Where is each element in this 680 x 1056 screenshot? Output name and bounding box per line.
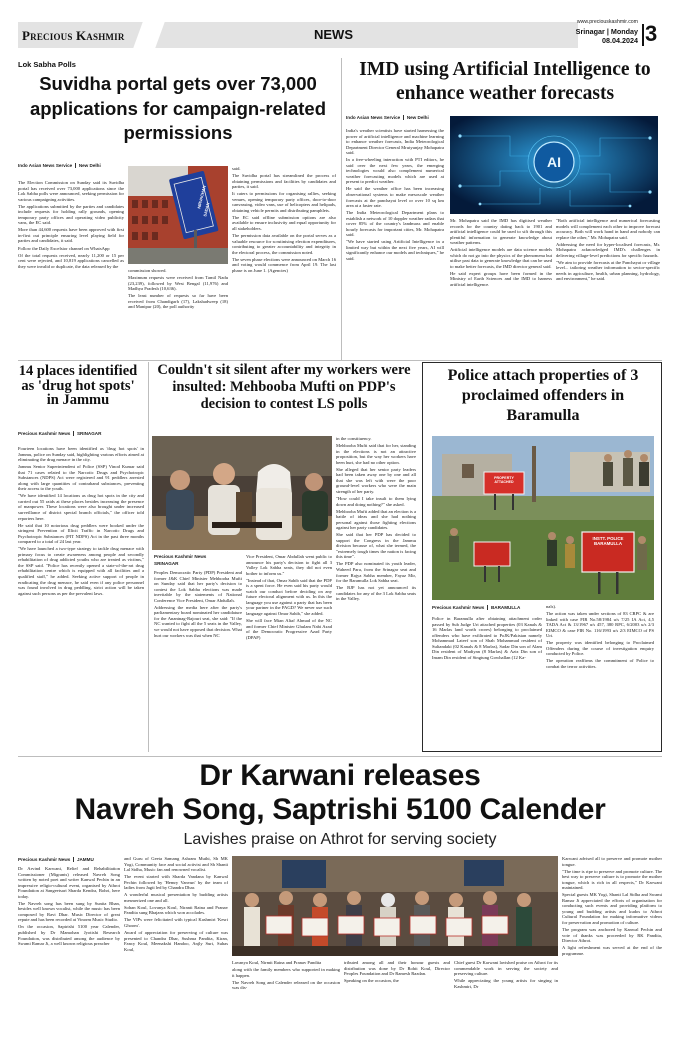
paragraph: Speaking on the occasion, the <box>344 978 399 984</box>
byline <box>432 604 544 612</box>
byline-source: Indo Asian News Service <box>18 163 73 168</box>
paragraph: The action was taken under sections of 83 CRPC & are linked with case FIR No.58/1984 u/s 7/25 IA Act, 4,5 TADA Act & 13/1967 u/s 457, 380 RPC, 6/2003 u/s 2/3 EIMCO & case FIR No. 116/1993 u/s 2/3 EIMCO of PS Uri. <box>546 611 654 639</box>
byline-place: JAMMU <box>76 857 94 862</box>
headline-drug[interactable]: 14 places identified as 'drug hot spots' in Jammu <box>18 364 138 408</box>
paragraph: On the occasion, Saptrishi 5100 year Calender, published by Dr Mamohan Jyotishi Research Foundation, was distributed among the audience by Swami Ramar Ji, a well known religious preacher <box>18 924 120 947</box>
ai-label: AI <box>547 154 561 170</box>
paragraph: The permission data available on the portal serves as a valuable resource for scrutinising election expenditures, contributing to greater accountability and integrity in the electoral process, the commission noted. <box>232 233 336 255</box>
police-col-2 <box>546 604 654 748</box>
byline-place: New Delhi <box>78 163 101 168</box>
suvidha-col-1 <box>18 180 124 360</box>
byline <box>18 856 138 864</box>
paragraph: Dr Arvind Karwani, Relief and Rehabilitation Commissioner (Migrants) released Navreh Song written by noted poet and writer Kanwal Pechin in an impressive religio-cultural event, organised by Athrot Foundation at Sangeetsari Sharda Kendra, Bohri, here today. <box>18 866 120 899</box>
paragraph: She alleged that her senior party leaders had been taken away one by one and all that she was left with were the poor ground-level workers who were the main strength of her party. <box>336 466 416 494</box>
paragraph: She will face Mian Altaf Ahmad of the NC and former Chief Minister Ghulam Nabi Azad of the Democratic Progressive Azad Party (DPAP) <box>246 618 332 640</box>
byline-source: Indo Asian News Service <box>346 115 401 120</box>
section-label: NEWS <box>314 27 353 42</box>
karwani-col-3 <box>232 960 340 1038</box>
imd-col-1 <box>346 128 444 356</box>
paragraph: She said that her PDP has decided to support the Congress in the Jammu division because of, what she termed, the "extremely tough times the nation is facing this time". <box>336 532 416 560</box>
photo-property-attach <box>432 436 654 600</box>
sign-text-1: NIRVACHAN <box>196 184 207 210</box>
press-conference-image <box>152 436 332 550</box>
website[interactable]: www.preciouskashmir.com <box>576 19 638 25</box>
headline-mehbooba[interactable]: Couldn't sit silent after my workers were insulted: Mehbooba Mufti on PDP's decision to contest LS polls <box>157 362 411 412</box>
paragraph: Artificial intelligence models are data science models which do not go into the physics of the phenomena but utilise past data to generate knowledge that can be used to make better forecasts, the IMD director general said. <box>450 247 552 269</box>
paragraph: In a free-wheeling interaction with PTI editors, he said over the next few years, the emerging technologies would also complement numerical weather forecasting models which are used at present to predict weather. <box>346 157 444 185</box>
paragraph: The Suvidha portal has streamlined the process of obtaining permissions and facilities by candidates and parties, it said. <box>232 173 336 190</box>
imd-col-2 <box>450 218 552 356</box>
headline-suvidha[interactable]: Suvidha portal gets over 73,000 applications for campaign-related permissions <box>29 73 327 143</box>
paragraph: The Election Commission on Sunday said its Suvidha portal has received over 73,000 applications since the Lok Sabha polls were announced, seeking permission for various campaigning activities. <box>18 180 124 202</box>
nirvachan-sadan-image <box>128 166 228 264</box>
paragraph: Follow the Daily Excelsior channel on WhatsApp <box>18 245 110 251</box>
mehbooba-col-1 <box>154 570 242 752</box>
paragraph: The India Meteorological Department plans to establish a network of 10 doppler weather radars that cover 85% of the country's landmass and enable hourly forecasts for important cities, Mr. Mohapatra said. <box>346 210 444 238</box>
paragraph: "We have launched a two-type strategy to tackle drug menace with primary focus to create awareness among people and secondly rehabilitation of drug addicted youths who are treated as victims," the SSP said. "Police has recently opened a state-of-the-art drug rehabilitation centre which is equipped with all facilities and a qualified staff," he added. Seeking active support of people in eradicating the drug menace, he said even if any police personnel was found involved in drug peddling, strict action will be taken against such persons as per the prevalent laws. <box>18 546 144 596</box>
paragraph: The Navreh Song and Calender released on the occasion was dis- <box>232 979 340 991</box>
paragraph: It caters to permissions for organising rallies, seeking venues, opening temporary party offices, door-to-door canvassing, video vans, use of helicopters and helipads, obtaining vehicle permits and distributing pamphlets. <box>232 191 336 213</box>
police-col-1 <box>432 616 542 748</box>
photo-nirvachan-sadan <box>128 166 228 264</box>
paragraph: tributed among all and their honour guests and distribution was done by Dr Rohit Koul, Director Peoples Foundation and Dr Ramesh Razdan. <box>344 960 450 977</box>
paragraph: More than 44,600 requests have been approved with first in-first out principle ensuring level playing field for parties and candidates, it said. <box>18 227 124 244</box>
paragraph: Mr. Mohapatra said the IMD has digitised weather records for the country dating back to 1901 and artificial intelligence could be used to sift through this plentiful information to generate knowledge about weather patterns. <box>450 218 552 246</box>
headline-imd[interactable]: IMD using Artificial Intelligence to enhance weather forecasts <box>359 59 651 104</box>
paragraph: The BJP has not yet announced its candidates for any of the 3 Lok Sabha seats in the Valley. <box>336 585 416 602</box>
mehbooba-col-3 <box>336 436 416 752</box>
page-number: 3 <box>645 21 658 46</box>
column-rule <box>341 58 342 360</box>
paragraph: "How could I take insult to them lying down and doing nothing?" she asked. <box>336 495 416 507</box>
byline-place: SRINAGAR <box>76 431 102 436</box>
paragraph: Lavanya Koul, Nirmit Raina and Pranav Pandita <box>232 960 322 965</box>
paragraph: Chief guest Dr Karwani lavished praise on Athrot for its commendable work in serving the society and preserving culture. <box>454 960 558 977</box>
paragraph: He said that 10 notorious drug peddlers were booked under the stringent Prevention of Illicit Traffic in Narcotic Drugs and Psychotropic Substances (PIT NDPS) Act in the past three months compared to a total of 24 last year. <box>18 522 144 545</box>
paragraph: "Instead of that, Omar Sahib said that the PDP is a spent force. He even said his party would watch our conduct before deciding on any future electoral alignment with us. In this the language you use against a party that has been your partner in the PAGD? We never use such language against Omar Sahib," she added. <box>246 577 332 616</box>
paragraph: commission showed. <box>128 268 167 273</box>
paragraph: Peoples Democratic Party (PDP) President and former J&K Chief Minister Mehbooba Mufti on Sunday said that her party's decision to contest the Lok Sabha elections was made inevitable by the statements of National Conference Vice President, Omar Abdullah. <box>154 570 242 603</box>
paragraph: The applications submitted by the parties and candidates include requests for holding rally grounds, opening temporary party offices and operating video publicity vans, the EC said. <box>18 203 124 226</box>
imd-col-3 <box>556 218 660 356</box>
paragraph: said. <box>232 166 241 171</box>
paragraph: Jammu Senior Superintendent of Police (SSP) Vinod Kumar said that 71 cases related to the Narcotic Drugs and Psychotropic Substances (NDPS) Act were registered and 91 peddlers arrested along with large quantities of contraband substances, preventing their access to the youth. <box>18 464 144 492</box>
masthead <box>18 18 662 52</box>
paragraph: in the constituency. <box>336 436 372 441</box>
calendar-release-image <box>232 856 558 956</box>
paragraph: Maximum requests were received from Tamil Nadu (23,239), followed by West Bengal (11,976) and Madhya Pradesh (10,636). <box>128 275 228 292</box>
suvidha-col-2a <box>128 268 228 360</box>
paragraph: Mehbooba Mufti added that an election is a battle of ideas and she had nothing personal against those fighting elections against her party candidates. <box>336 508 416 531</box>
paragraph: Police in Baramulla after obtaining attachment order passed by Sub Judge Uri attached properties (03 Kanals & 16 Marlas land worth crores) belonging to proclaimed offenders who have exfiltrated to PoJK/Pakistan namely Mohammad Lateef son of Shah Mohammad resident of Sultandaki (02 Kanals & 8 Marlas), Sadar Din son of Alam Din resident of Madiyan (8 Marlas) & Aziz Din son of Imam Din resident of Singtung Gowhallan (12 Ka- <box>432 616 542 660</box>
subhead-karwani: Lavishes praise on Athrot for serving society <box>183 831 497 848</box>
paper-name[interactable]: Precious Kashmir <box>22 28 125 43</box>
paragraph: nals). <box>546 604 557 609</box>
headline-karwani-line-1[interactable]: Dr Karwani releases <box>199 759 481 792</box>
karwani-col-5 <box>454 960 558 1038</box>
paragraph: The VIPs were felicitated with typical Kashmiri 'Kesri Ghoom'. <box>124 917 228 929</box>
paragraph: Vice President, Omar Abdullah went public to announce his party's decision to fight all 3 Valley Lok Sabha seats, they did not even bother to inform us." <box>246 554 332 576</box>
page-number-divider <box>642 24 644 46</box>
byline <box>18 430 144 438</box>
byline-place: BARAMULLA <box>490 605 521 610</box>
byline-source: Precious Kashmir News <box>18 431 71 436</box>
karwani-col-6 <box>562 856 662 1038</box>
karwani-col-4 <box>344 960 450 1038</box>
board-label-1: PROPERTY ATTACHED <box>494 476 514 485</box>
paragraph: A light refreshment was served at the end of the programme. <box>562 945 662 956</box>
paragraph: The Navreh song has been sung by Sunita Bhan, besides well known vocalist, while the music has been composed by Ravi Dhar. Music Director of great repute and has been recorded at Vinorm Music Studio. <box>18 900 120 923</box>
headline-police[interactable]: Police attach properties of 3 proclaimed offenders in Baramulla <box>447 367 639 424</box>
suvidha-col-3 <box>232 166 336 360</box>
place-day: Srinagar | Monday <box>575 27 638 36</box>
property-attachment-image <box>432 436 654 600</box>
paragraph: "We have identified 14 locations as drug hot spots in the city and carried out 55 raids at these places besides increasing the presence of manpower. These locations were also brought under increased surveillance of district special branch officials," the officer told reporters here. <box>18 493 144 521</box>
paragraph: India's weather scientists have started harnessing the power of artificial intelligence and machine learning to enhance weather forecasts, India Meteorological Department Director General Mrutyunjay Mohapatra said. <box>346 128 444 156</box>
paragraph: Addressing the media here after the party's parliamentary board nominated her candidature for the Anantnag-Rajouri seat, she said: "If the NC wanted to fight all the 5 seats in the Valley, we would not have opposed that decision. What hurt our workers was that when NC <box>154 604 242 638</box>
byline <box>154 554 224 568</box>
byline-source: Precious Kashmir News <box>154 554 207 559</box>
paragraph: The least number of requests so far have been received from Chandigarh (17), Lakshadweep (18) and Manipur (20), the poll authority <box>128 293 228 310</box>
karwani-col-2 <box>124 856 228 1038</box>
paragraph: The program was anchored by Kanwal Pechin and vote of thanks was proceeded by RK Pandita, Director Athrot. <box>562 927 662 944</box>
paragraph: The event started with Sharda Vandana by Kanwal Pechin followed by 'Hemry Vanvun' by the team of ladies from Jagti led by Chandra Dhar. <box>124 874 228 891</box>
kicker: Lok Sabha Polls <box>18 60 76 69</box>
sign-text-2: SADAN <box>202 202 211 218</box>
paragraph: and Guru of Geeta Samang Ashram Muthi, Sh MK Yogi, Community face and social activist and Sh Shanti Lal Sidha, Music fan and renowned vocalist. <box>124 856 228 873</box>
paragraph: The operation reaffirms the commitment of Police to combat the terror activities. <box>546 658 654 669</box>
issue-date: 08.04.2024 <box>602 36 638 45</box>
paragraph: Fourteen locations have been identified as 'drug hot spots' in Jammu, police on Sunday said, highlighting various efforts aimed at eliminating the drug menace in the city. <box>18 446 144 463</box>
byline-source: Precious Kashmir News <box>432 605 485 610</box>
section-rule <box>18 756 662 757</box>
paragraph: "We aim to provide forecasts at the Panchayat or village level... tailoring weather information to sector-specific needs in agriculture, health, urban planning, hydrology, and environment," he said. <box>556 259 660 282</box>
paragraph: Award of appreciation for preserving of culture was presented to Chandra Dhar, Sushma Pandita, Kiran, Fancy Koul, Meenakshi Handoo, Anjly Suri, Suhas Koul, <box>124 930 228 952</box>
paragraph: While appreciating the young artists for singing in Kashmiri, Dr <box>454 978 558 989</box>
paragraph: Addressing the need for hyper-localised forecasts, Mr. Mohapatra acknowledged IMD's challenges in delivering village-level predictions for specific hazards. <box>556 241 660 258</box>
column-rule <box>148 362 149 752</box>
board-label-2: INSTT. POLICE BARAMULLA <box>592 536 624 547</box>
paragraph: A wonderful musical presentation by budding artists mesmerized one and all. <box>124 892 228 903</box>
section-rule <box>18 360 662 361</box>
paragraph: The seven phase elections were announced on March 16 and voting would commence from April 19. The last phase is on June 1. (Agencies) <box>232 256 336 273</box>
photo-mehbooba-press <box>152 436 332 550</box>
paragraph: "Both artificial intelligence and numerical forecasting models will complement each other to improve forecast accuracy. Both will work hand in hand and nobody can replace the other," Mr. Mohapatra said. <box>556 218 660 240</box>
photo-ai-weather <box>450 116 658 214</box>
paragraph: Mehbooba Mufti said that for her, standing in the elections is not an attractive proposition, but the way her workers have been hurt, she had no other option. <box>336 443 416 465</box>
paragraph: Of the total requests received, nearly 11,200 or 15 per cent were rejected, and 10,819 applications cancelled as they were invalid or duplicate, the data released by the <box>18 252 124 269</box>
paragraph: Special guests MK Yogi, Shanti Lal Sidha and Swami Ramar Ji appreciated the efforts of organisation for conducting such events and providing platform to young and budding artists and kudos to Athrot Cultural Foundation for making informative videos for preservation and promotion of culture. <box>562 892 662 926</box>
paragraph: He said expert groups have been formed in the Ministry of Earth Sciences and the IMD to harness artificial intelligence. <box>450 270 552 288</box>
paragraph: The EC said offline submission options are also available to ensure inclusivity and equal opportunity for all stakeholders. <box>232 214 336 231</box>
karwani-col-1 <box>18 866 120 1038</box>
byline-source: Precious Kashmir News <box>18 857 71 862</box>
paragraph: The PDP also nominated its youth leader, Waheed Para, from the Srinagar seat and former Rajya Sabha member, Fayaz Mir, for the Baramulla Lok Sabha seat. <box>336 561 416 584</box>
paragraph: He said the weather office has been increasing observational systems to make mesoscale weather forecasts at the panchayat level or over 10 sq km area at a faster rate. <box>346 186 444 209</box>
byline-place: SRINAGAR <box>154 560 179 566</box>
byline-place: New Delhi <box>406 115 429 120</box>
paragraph: Karwani advised all to preserve and promote mother tongue. <box>562 856 662 867</box>
mehbooba-col-2 <box>246 554 332 752</box>
paragraph: "We have started using Artificial Intelligence in a limited way but within the next five years, AI will significantly enhance our models and techniques," he said. <box>346 239 444 262</box>
headline-karwani-line-2[interactable]: Navreh Song, Saptrishi 5100 Calender <box>74 793 606 826</box>
drug-col <box>18 446 144 752</box>
paragraph: Sohan Koul, Lovanya Koul, Niranti Raina and Pranav Pandita sung Bhajans which won accolades. <box>124 904 228 916</box>
paragraph: The property was identified belonging to Proclaimed Offenders during the course of investigation enquiry conducted by Police. <box>546 640 654 657</box>
paragraph: along with the family members who supported in making it happen. <box>232 967 340 978</box>
paragraph: "The time is ripe to preserve and promote culture. The best way to preserve culture is to promote the mother tongue, which is rich in all respects," Dr Karwani maintained. <box>562 868 662 891</box>
photo-calendar-release <box>232 856 558 956</box>
